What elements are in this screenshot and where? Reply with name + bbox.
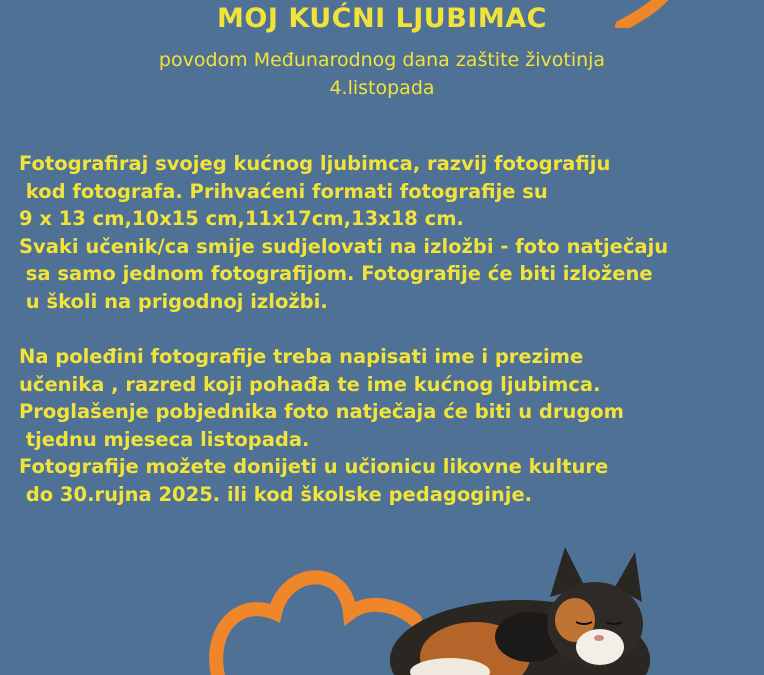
poster-title: MOJ KUĆNI LJUBIMAC	[217, 3, 547, 34]
poster-subtitle	[0, 46, 764, 102]
body-line: u školi na prigodnoj izložbi.	[19, 289, 328, 313]
body-line: do 30.rujna 2025. ili kod školske pedagoginje.	[19, 482, 533, 506]
paragraph-gap	[19, 315, 749, 343]
body-line: Proglašenje pobjednika foto natječaja će biti u drugom	[19, 400, 625, 423]
body-line: sa samo jednom fotografijom. Fotografije će biti izložene	[19, 262, 653, 285]
subtitle-line: povodom Međunarodnog dana zaštite životinja	[158, 49, 606, 71]
poster-body	[19, 150, 749, 508]
body-line: Svaki učenik/ca smije sudjelovati na izložbi - foto natječaju	[19, 234, 669, 258]
body-line: Na poleđini fotografije treba napisati ime i prezime	[19, 345, 584, 368]
body-line: Fotografije možete donijeti u učionicu likovne kulture	[19, 455, 609, 478]
body-line: kod fotografa. Prihvaćeni formati fotografije su	[19, 179, 548, 203]
body-line: učenika , razred koji pohađa te ime kućnog ljubimca.	[19, 372, 601, 396]
cat-photo	[380, 542, 680, 675]
body-line: Fotografiraj svojeg kućnog ljubimca, razvij fotografiju	[19, 152, 611, 175]
body-line: 9 x 13 cm,10x15 cm,11x17cm,13x18 cm.	[19, 207, 464, 230]
body-line: tjednu mjeseca listopada.	[19, 427, 310, 451]
subtitle-line: 4.listopada	[329, 77, 435, 99]
